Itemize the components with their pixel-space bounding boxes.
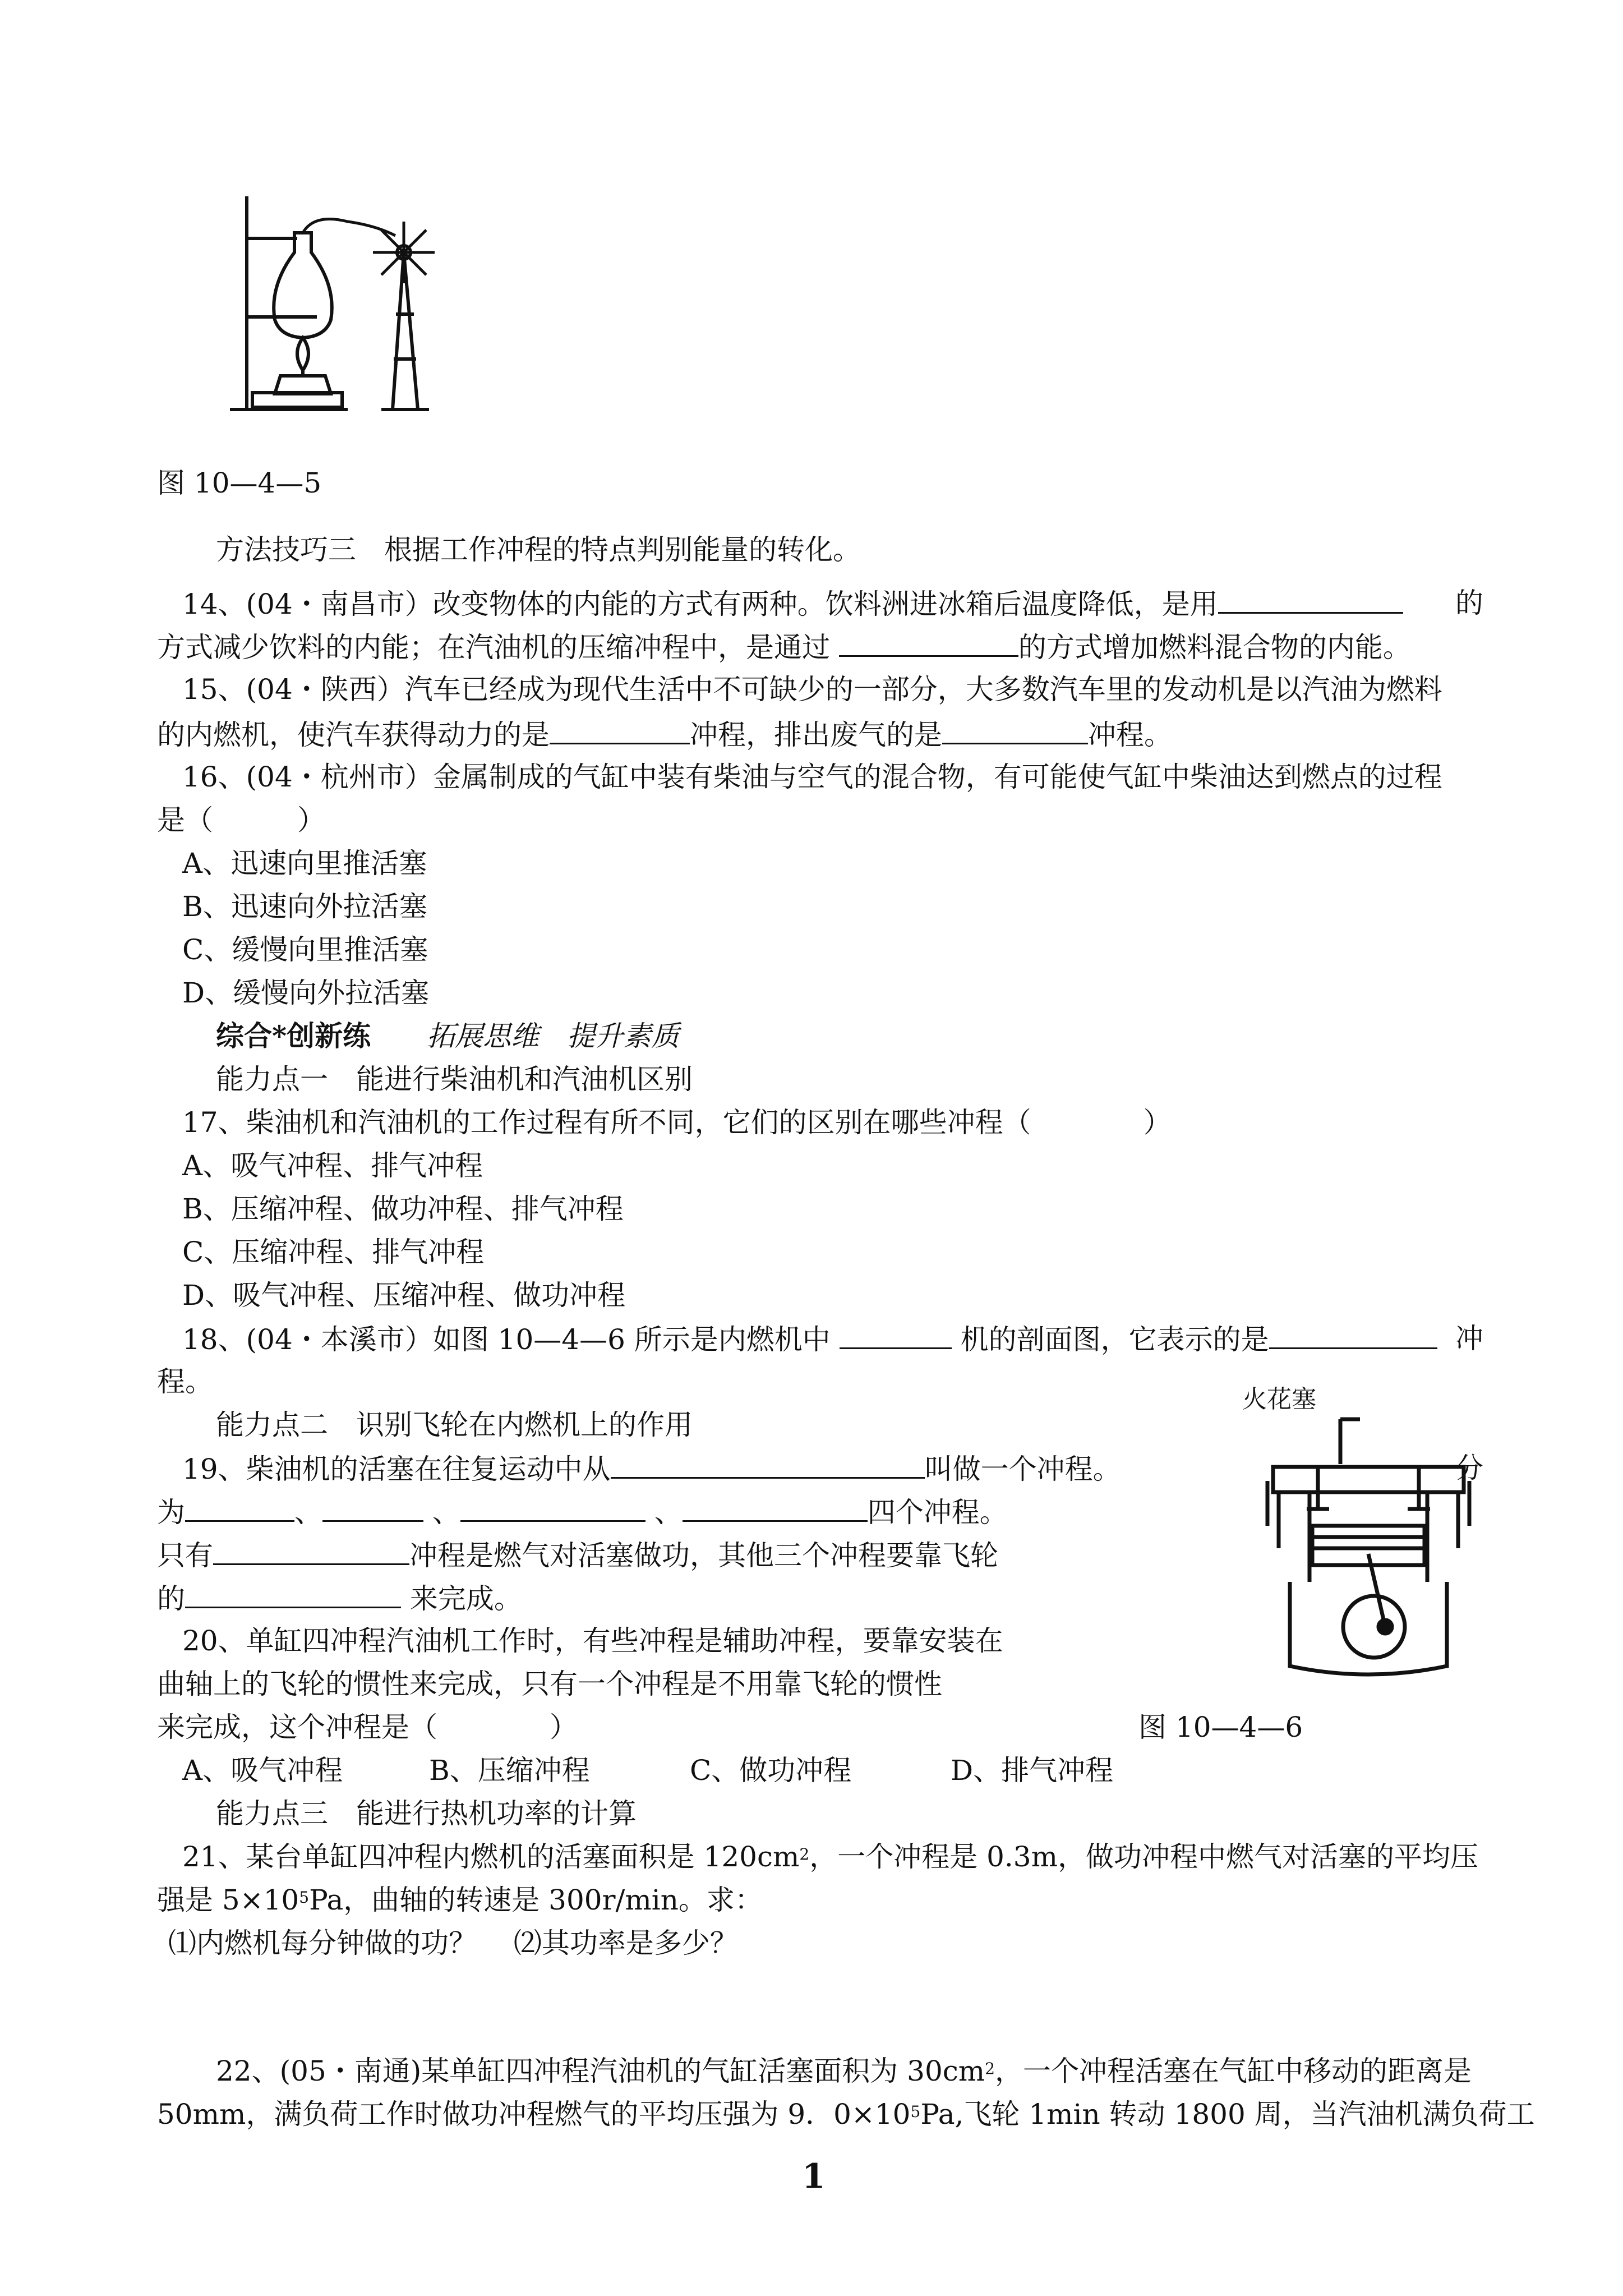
answer-blank[interactable] <box>683 1494 868 1522</box>
answer-blank[interactable] <box>611 1451 925 1479</box>
figure-10-4-6 <box>1256 1414 1481 1677</box>
page-number: 1 <box>802 2157 826 2196</box>
answer-blank[interactable] <box>185 1494 294 1522</box>
question-20-line1: 20、单缸四冲程汽油机工作时，有些冲程是辅助冲程，要靠安装在 <box>182 1625 1003 1657</box>
answer-blank[interactable] <box>1269 1322 1437 1349</box>
figure-caption-10-4-5: 图 10—4—5 <box>157 467 322 499</box>
figure-caption-10-4-6: 图 10—4—6 <box>1138 1711 1303 1743</box>
question-20-line3: 来完成，这个冲程是（ ） <box>157 1711 578 1743</box>
question-22-line1: 22、(05・南通)某单缸四冲程汽油机的气缸活塞面积为 $30cm^2$，一个冲程活塞在气缸中移动的距离是 <box>216 2055 1472 2087</box>
option-a[interactable]: A、吸气冲程、排气冲程 <box>182 1149 483 1182</box>
question-19-line4: 的 来完成。 <box>157 1581 522 1616</box>
answer-blank[interactable] <box>322 1494 423 1522</box>
option-a[interactable]: A、迅速向里推活塞 <box>182 847 427 880</box>
question-21-line2: 强是 $5\times 10^5Pa$，曲轴的转速是 300r/min。求： <box>157 1884 763 1916</box>
ability-point-3: 能力点三 能进行热机功率的计算 <box>216 1797 637 1830</box>
answer-blank[interactable] <box>840 1322 952 1349</box>
question-14-line2: 方式减少饮料的内能；在汽油机的压缩冲程中，是通过 的方式增加燃料混合物的内能。 <box>157 629 1411 664</box>
option-d[interactable]: D、排气冲程 <box>951 1754 1114 1787</box>
option-c[interactable]: C、压缩冲程、排气冲程 <box>182 1236 485 1268</box>
answer-blank[interactable] <box>1218 586 1403 614</box>
question-18-line1: 18、(04・本溪市）如图 10—4—6 所示是内燃机中 机的剖面图，它表示的是 冲 <box>182 1322 1483 1356</box>
option-b[interactable]: B、压缩冲程 <box>429 1754 590 1787</box>
answer-blank[interactable] <box>460 1494 645 1522</box>
figure-10-4-5 <box>219 191 443 415</box>
option-c[interactable]: C、做功冲程 <box>690 1754 852 1787</box>
spark-plug-label: 火花塞 <box>1242 1385 1316 1414</box>
section-heading-comprehensive: 综合*创新练 拓展思维 提升素质 <box>216 1019 680 1052</box>
option-c[interactable]: C、缓慢向里推活塞 <box>182 933 428 966</box>
question-19-line2: 为 、 、 、 四个冲程。 <box>157 1494 1008 1529</box>
option-d[interactable]: D、吸气冲程、压缩冲程、做功冲程 <box>182 1279 626 1312</box>
question-21-line1: 21、某台单缸四冲程内燃机的活塞面积是 $120cm^2$，一个冲程是 0.3m，做功冲程中燃气对活塞的平均压 <box>182 1841 1479 1873</box>
question-21-subparts: ⑴内燃机每分钟做的功？ ⑵其功率是多少？ <box>168 1927 738 1959</box>
question-17-stem: 17、柴油机和汽油机的工作过程有所不同，它们的区别在哪些冲程（ ） <box>182 1106 1172 1139</box>
answer-blank[interactable] <box>550 717 690 744</box>
question-18-line2: 程。 <box>157 1365 213 1398</box>
answer-blank[interactable] <box>213 1538 409 1565</box>
question-22-line2: 50mm，满负荷工作时做功冲程燃气的平均压强为 9．$0\times 10^5Pa$,飞轮 1min 转动 1800 周，当汽油机满负荷工 <box>157 2098 1535 2131</box>
answer-blank[interactable] <box>839 629 1018 657</box>
question-19-tail: 分 <box>1455 1452 1483 1484</box>
question-19-line3: 只有 冲程是燃气对活塞做功，其他三个冲程要靠飞轮 <box>157 1538 998 1572</box>
ability-point-1: 能力点一 能进行柴油机和汽油机区别 <box>216 1063 693 1096</box>
question-15-line1: 15、(04・陕西）汽车已经成为现代生活中不可缺少的一部分，大多数汽车里的发动机是以汽油为燃料 <box>182 673 1442 706</box>
answer-blank[interactable] <box>185 1581 401 1608</box>
section-heading-method3: 方法技巧三 根据工作冲程的特点判别能量的转化。 <box>216 533 861 566</box>
question-16-line2: 是（ ） <box>157 804 325 836</box>
ability-point-2: 能力点二 识别飞轮在内燃机上的作用 <box>216 1409 693 1441</box>
option-a[interactable]: A、吸气冲程 <box>182 1754 343 1787</box>
option-d[interactable]: D、缓慢向外拉活塞 <box>182 977 430 1009</box>
question-20-line2: 曲轴上的飞轮的惯性来完成，只有一个冲程是不用靠飞轮的惯性 <box>157 1668 942 1700</box>
question-16-line1: 16、(04・杭州市）金属制成的气缸中装有柴油与空气的混合物，有可能使气缸中柴油达到燃点的过程 <box>182 761 1442 793</box>
question-19-line1: 19、柴油机的活塞在往复运动中从 叫做一个冲程。 <box>182 1451 1214 1486</box>
option-b[interactable]: B、迅速向外拉活塞 <box>182 890 427 923</box>
question-15-line2: 的内燃机，使汽车获得动力的是 冲程，排出废气的是 冲程。 <box>157 717 1172 752</box>
option-b[interactable]: B、压缩冲程、做功冲程、排气冲程 <box>182 1193 624 1225</box>
question-14-line1: 14、(04・南昌市）改变物体的内能的方式有两种。饮料洲进冰箱后温度降低，是用 的 <box>182 587 1483 620</box>
answer-blank[interactable] <box>942 717 1088 744</box>
